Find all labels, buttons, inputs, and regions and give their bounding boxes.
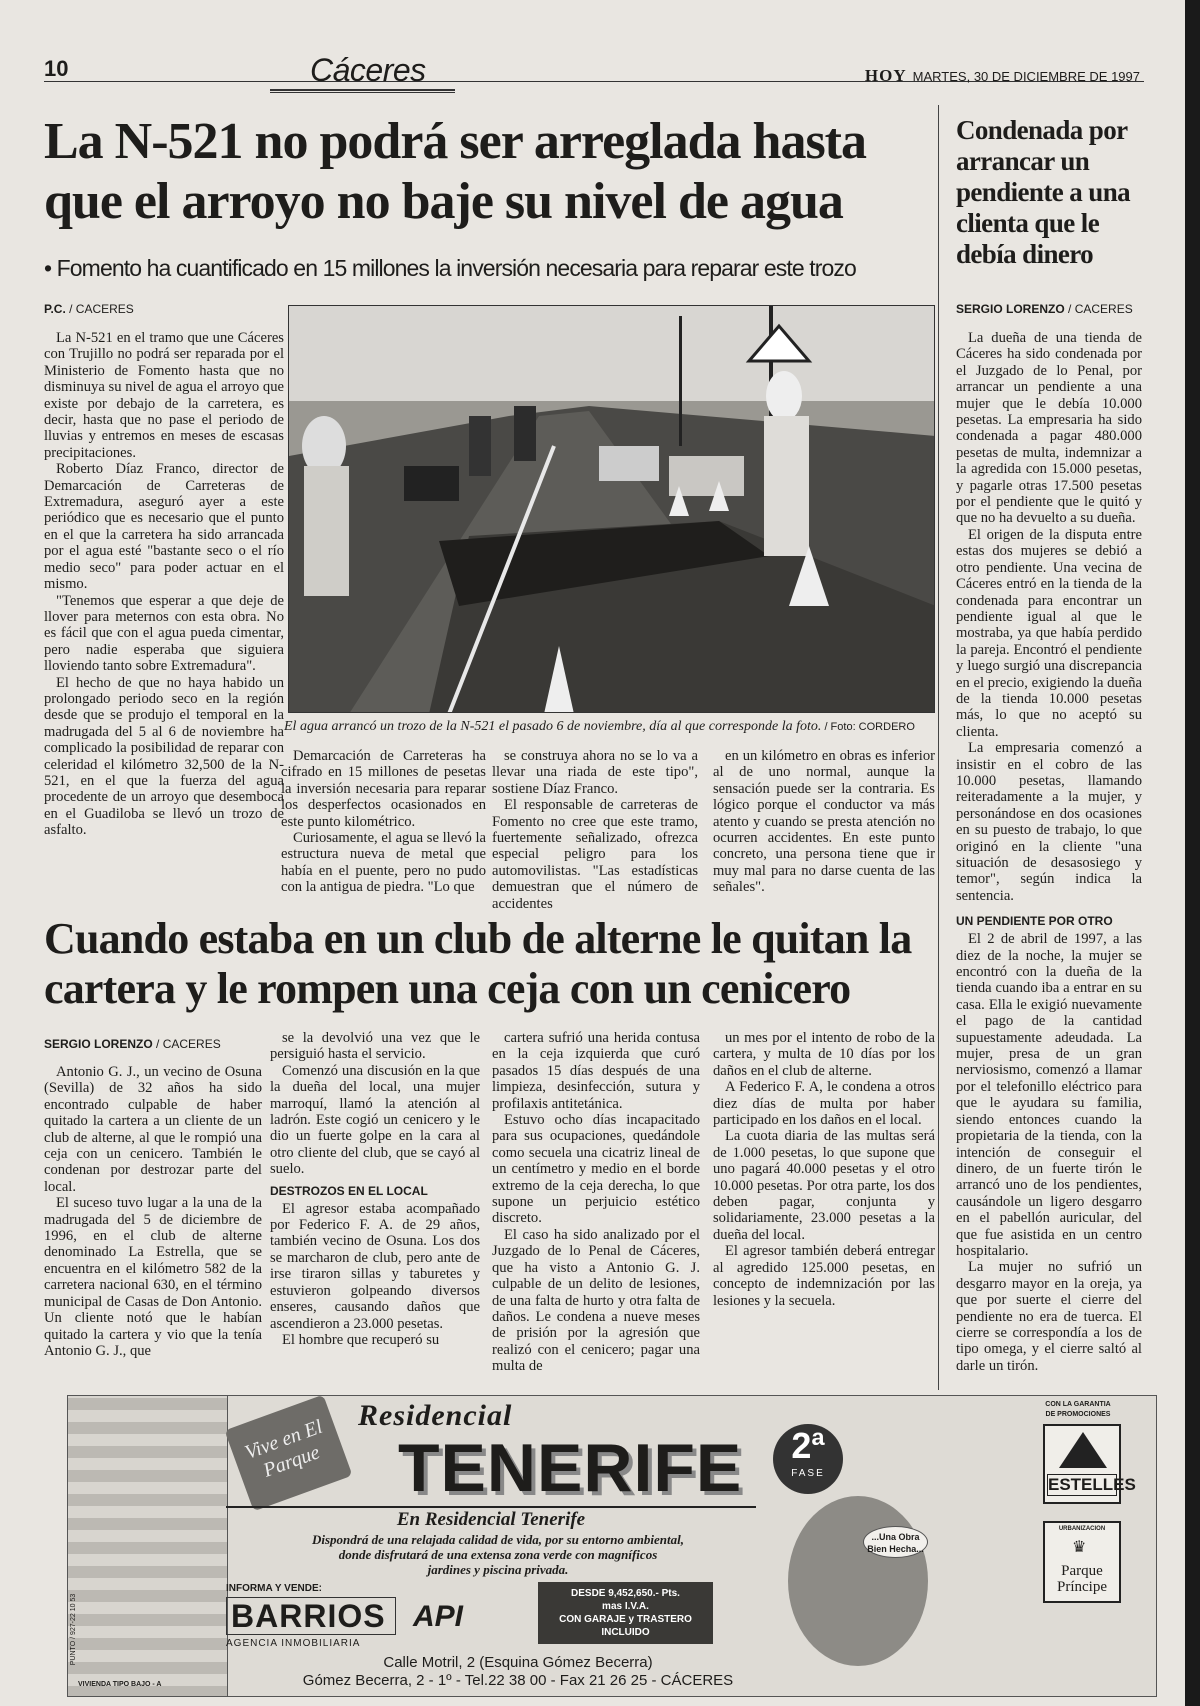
price-box bbox=[538, 1582, 713, 1644]
article1-column-2 bbox=[281, 748, 486, 896]
paragraph: El agresor estaba acompañado por Federico F. A. de 29 años, también vecino de Osuna. Los dos se marcharon de club, pero ante de irse tiraron sillas y taburetes y estuvieron golpeando diversos enseres, causando daños que ascendieron a 23.000 pesetas. bbox=[270, 1200, 480, 1332]
paragraph: "Tenemos que esperar a que deje de llover para meternos con esta obra. No es fácil que con el agua pueda cimentar, pero nadie esperaba que siguiera lloviendo tanto sobre Extremadura". bbox=[44, 592, 284, 675]
price-line: mas I.V.A. bbox=[602, 1601, 649, 1612]
speech-bubble bbox=[863, 1526, 928, 1558]
paragraph: Estuvo ocho días incapacitado para sus ocupaciones, quedándole como secuela una cicatriz lineal de un centímetro y medio en el borde extremo de la ceja derecha, lo que supone un perjuicio estético discreto. bbox=[492, 1112, 700, 1227]
park-name bbox=[1045, 1563, 1119, 1595]
byline-author: SERGIO LORENZO bbox=[44, 1037, 153, 1051]
article2-byline bbox=[44, 1037, 221, 1051]
column-rule bbox=[938, 105, 939, 1390]
floor-plan-image bbox=[68, 1396, 228, 1697]
urbanizacion-label: URBANIZACION bbox=[1058, 1526, 1106, 1532]
sidebar-headline: Condenada por arrancar un pendiente a una clienta que le debía dinero bbox=[956, 115, 1131, 269]
paragraph: La dueña de una tienda de Cáceres ha sido condenada por el Juzgado de lo Penal, por arrancar un pendiente a una mujer que le debía 10.000 pesetas. La empresaria ha sido condenada a pagar 480.000 pesetas de multa, indemnizar a la agredida con 15.000 pesetas, y pagarle otras 17.500 pesetas por el pendiente que le quitó y que no ha devuelto a su dueña. bbox=[956, 330, 1142, 527]
paragraph: El 2 de abril de 1997, a las diez de la noche, la mujer se encontró con la dueña de la tienda cuando iba a entrar en su casa. Ella le exigió nuevamente el pago de la cantidad supuestamente adeudada. La mujer, presa de un gran nerviosismo, comenzó a llamar por el telefonillo eléctrico para que le ayudara su familia, siendo entonces cuando la propietaria de la tienda, con la intención de conseguir el dinero, de un fuerte tirón le arrancó uno de los pendientes, causándole un ligero desgarro en el pabellón auricular, del que fue asistida en un centro hospitalario. bbox=[956, 931, 1142, 1259]
sidebar-subhead: UN PENDIENTE POR OTRO bbox=[956, 914, 1113, 929]
article2-subhead: DESTROZOS EN EL LOCAL bbox=[270, 1183, 428, 1198]
paragraph: El hecho de que no haya habido un prolongado periodo seco en la región desde que se produjo el temporal en la madrugada del 5 al 6 de noviembre ha complicado la posibilidad de reparar con celeridad el kilómetro 32,500 de la N-521, en el que la fuerza del agua procedente de un arroyo que desemboca en el Guadiloba se llevó un trozo de asfalto. bbox=[44, 674, 284, 839]
photo-credit: / Foto: CORDERO bbox=[821, 721, 915, 733]
byline-place: / CACERES bbox=[65, 302, 134, 316]
article1-headline: La N-521 no podrá ser arreglada hasta que el arroyo no baje su nivel de agua bbox=[44, 113, 866, 230]
price-line: INCLUIDO bbox=[601, 1627, 650, 1638]
ad-body-line: donde disfrutará de una extensa zona verde con magníficos bbox=[338, 1547, 658, 1562]
paragraph: Antonio G. J., un vecino de Osuna (Sevilla) de 32 años ha sido encontrado culpable de haber quitado la cartera a un cliente de un club de alterne, al que le rompió una ceja con un cenicero. También le condenan por destrozar parte del local. bbox=[44, 1064, 262, 1195]
byline-author: P.C. bbox=[44, 302, 66, 316]
paragraph: El origen de la disputa entre estas dos mujeres se debió a otro pendiente. Una vecina de Cáceres entró en la tienda de la condenada para encontrar un pendiente igual al que le mostraba, ya que había perdido la pareja. Encontró el pendiente y luego surgió una discrepancia en el precio, exigiendo la dueña de la tienda 10.000 pesetas más, lo que no aceptó su clienta. bbox=[956, 526, 1142, 740]
phase-number: 2ª bbox=[791, 1425, 825, 1466]
paragraph: A Federico F. A, le condena a otros diez días de multa por haber participado en los daños en el local. bbox=[713, 1079, 935, 1129]
sidebar-byline bbox=[956, 302, 1133, 316]
side-code: PUNTO / 927-22 10 53 bbox=[70, 1593, 78, 1666]
price-line: CON GARAJE y TRASTERO bbox=[559, 1614, 692, 1625]
developer-name: ESTELLES bbox=[1048, 1475, 1136, 1494]
guarantee-line: CON LA GARANTIA bbox=[1045, 1401, 1111, 1408]
palm-illustration bbox=[788, 1496, 928, 1666]
paragraph: El caso ha sido analizado por el Juzgado de lo Penal de Cáceres, que ha visto a Antonio G. J. culpable de un delito de lesiones, de una falta de hurto y otra falta de daños. Le condena a nueve meses de prisión por la agresión que realizó con el cenicero; pagar una multa de bbox=[492, 1226, 700, 1375]
caption-text: El agua arrancó un trozo de la N-521 el pasado 6 de noviembre, día al que corresponde la foto. bbox=[284, 719, 822, 734]
ad-address bbox=[258, 1654, 778, 1690]
ad-tenerife: TENERIFE bbox=[398, 1430, 743, 1506]
park-line: Príncipe bbox=[1057, 1579, 1107, 1595]
address-line: Gómez Becerra, 2 - 1º - Tel.22 38 00 - Fax 21 26 25 - CÁCERES bbox=[302, 1672, 734, 1689]
triangle-icon bbox=[1059, 1432, 1107, 1468]
paragraph: se la devolvió una vez que le persiguió hasta el servicio. bbox=[270, 1030, 480, 1063]
paragraph: La cuota diaria de las multas será de 1.000 pesetas, lo que supone que uno pagará 40.000 pesetas y el otro 10.000 pesetas. Por otra parte, los dos deben pagar, conjunta y solidariamente, 23.000 pesetas a la dueña del local. bbox=[713, 1128, 935, 1243]
sidebar-body bbox=[956, 330, 1142, 1374]
article1-subhead: • Fomento ha cuantificado en 15 millones la inversión necesaria para reparar este trozo bbox=[44, 255, 856, 281]
address-line: Calle Motril, 2 (Esquina Gómez Becerra) bbox=[383, 1654, 653, 1671]
phase-badge bbox=[773, 1424, 843, 1494]
park-line: Parque bbox=[1061, 1563, 1103, 1579]
guarantee-text bbox=[1028, 1400, 1128, 1420]
article2-column-3 bbox=[492, 1030, 700, 1375]
advertisement-tenerife bbox=[67, 1395, 1157, 1697]
paragraph: se construya ahora no se lo va a llevar una riada de este tipo", sostiene Díaz Franco. bbox=[492, 748, 698, 797]
ad-rule bbox=[226, 1506, 756, 1508]
phase-label: FASE bbox=[791, 1468, 825, 1479]
article2-column-2 bbox=[270, 1030, 480, 1348]
article1-column-4 bbox=[713, 748, 935, 896]
article2-headline: Cuando estaba en un club de alterne le quitan la cartera y le rompen una ceja con un cenicero bbox=[44, 914, 912, 1013]
article1-column-1 bbox=[44, 330, 284, 839]
paragraph: cartera sufrió una herida contusa en la ceja izquierda que curó pasados 15 días después de una limpieza, desinfección, sutura y profilaxis antitetánica. bbox=[492, 1030, 700, 1112]
col2-paragraphs bbox=[270, 1030, 480, 1178]
agency-subtitle: AGENCIA INMOBILIARIA bbox=[226, 1638, 361, 1649]
scan-edge bbox=[1185, 0, 1200, 1706]
paragraph: un mes por el intento de robo de la cartera, y multa de 10 días por los daños en el club de alterne. bbox=[713, 1030, 935, 1079]
article1-byline bbox=[44, 302, 134, 316]
byline-place: / CACERES bbox=[1064, 302, 1133, 316]
api-logo: API bbox=[413, 1600, 464, 1633]
informa-label: INFORMA Y VENDE: bbox=[226, 1583, 322, 1594]
plan-label: VIVIENDA TIPO BAJO - A bbox=[78, 1681, 162, 1688]
ad-tagline: En Residencial Tenerife bbox=[396, 1509, 586, 1530]
road-photo bbox=[288, 305, 935, 713]
paragraph: Curiosamente, el agua se llevó la estructura nueva de metal que había en el puente, pero no pudo con la antigua de piedra. "Lo que bbox=[281, 830, 486, 896]
estelles-logo bbox=[1043, 1424, 1136, 1504]
ad-body-line: Dispondrá de una relajada calidad de vida, por su entorno ambiental, bbox=[312, 1532, 684, 1547]
barrios-logo: BARRIOS bbox=[226, 1597, 396, 1635]
paragraph: La mujer no sufrió un desgarro mayor en la oreja, ya que por suerte el cierre del pendiente no era de tuerca. El cierre se correspondía a los de tipo omega, y el cierre saltó al darle un tirón. bbox=[956, 1259, 1142, 1374]
section-title: Cáceres bbox=[310, 52, 426, 88]
crown-icon: ♛ bbox=[1072, 1539, 1087, 1556]
paper-name: HOY bbox=[864, 66, 907, 85]
parque-principe-logo bbox=[1043, 1521, 1121, 1603]
sidebar-paragraphs bbox=[956, 330, 1142, 904]
byline-place: / CACERES bbox=[152, 1037, 221, 1051]
ad-residencial: Residencial bbox=[358, 1399, 513, 1432]
article2-column-1 bbox=[44, 1064, 262, 1359]
paragraph: El suceso tuvo lugar a la una de la madrugada del 5 de diciembre de 1996, en el club de alterne denominado La Estrella, que se encuentra en el kilómetro 582 de la carretera nacional 630, en el término municipal de Casas de Don Antonio. Un cliente notó que le habían quitado la cartera y vio que la tenía Antonio G. J., que bbox=[44, 1195, 262, 1359]
ad-body-line: jardines y piscina privada. bbox=[427, 1562, 569, 1577]
paragraph: Demarcación de Carreteras ha cifrado en 15 millones de pesetas la inversión necesaria para reparar los desperfectos ocasionados en este punto kilométrico. bbox=[281, 748, 486, 830]
article1-column-3 bbox=[492, 748, 698, 912]
photo-caption bbox=[284, 719, 939, 735]
paragraph: El agresor también deberá entregar al agredido 125.000 pesetas, en concepto de indemnización por las lesiones y la secuela. bbox=[713, 1243, 935, 1309]
paragraph: La empresaria comenzó a insistir en el cobro de las 10.000 pesetas, llamando reiteradamente a la mujer, y personándose en dos ocasiones en su puesto de trabajo, lo que originó en la cliente "una situación de desasosiego y temor", según indica la sentencia. bbox=[956, 740, 1142, 904]
paragraph: en un kilómetro en obras es inferior al de uno normal, aunque la sensación puede ser la contraria. Es lógico porque el conductor va más atento y cuando se presta atención no ocurren accidentes. En este punto concreto, una persona tiene que ir muy mal para no darse cuenta de las señales". bbox=[713, 748, 935, 896]
badge-vive-en-el-parque: Vive en El Parque bbox=[224, 1395, 352, 1511]
paragraph: Roberto Díaz Franco, director de Demarcación de Carreteras de Extremadura, aseguró ayer a este periódico que es necesario que el punto en el que la carretera ha sido arrancada por el agua esté "bastante seco o el río medio seco" para poder actuar en el mismo. bbox=[44, 461, 284, 593]
bubble-line: Bien Hecha... bbox=[867, 1544, 924, 1554]
paragraph: El hombre que recuperó su bbox=[282, 1331, 440, 1348]
col2-paragraphs-after bbox=[270, 1201, 480, 1349]
sidebar-paragraphs-2 bbox=[956, 931, 1142, 1374]
paragraph: Comenzó una discusión en la que la dueña del local, una mujer marroquí, llamó la atención al ladrón. Este cogió un cenicero y le dio un fuerte golpe en la cara al otro cliente del club, que se cayó al suelo. bbox=[270, 1062, 480, 1178]
guarantee-line: DE PROMOCIONES bbox=[1045, 1411, 1111, 1418]
price-line: DESDE 9,452,650.- Pts. bbox=[571, 1588, 680, 1599]
article2-column-4 bbox=[713, 1030, 935, 1309]
paragraph: La N-521 en el tramo que une Cáceres con Trujillo no podrá ser reparada por el Ministerio de Fomento hasta que no disminuya su nivel de agua el arroyo que existe por debajo de la carretera, es decir, hasta que no pase el periodo de lluvias y entremos en meses de escasas precipitaciones. bbox=[44, 330, 284, 461]
issue-date: MARTES, 30 DE DICIEMBRE DE 1997 bbox=[912, 69, 1140, 84]
section-underline bbox=[270, 89, 455, 93]
paragraph: El responsable de carreteras de Fomento no cree que este tramo, fuertemente señalizado, ofrezca especial peligro para los automovilistas. "Las estadísticas demuestran que el número de accidentes bbox=[492, 797, 698, 912]
byline-author: SERGIO LORENZO bbox=[956, 302, 1065, 316]
bubble-line: ...Una Obra bbox=[871, 1532, 920, 1542]
ad-body bbox=[218, 1532, 778, 1577]
page-number: 10 bbox=[44, 56, 69, 81]
masthead bbox=[800, 66, 1140, 86]
